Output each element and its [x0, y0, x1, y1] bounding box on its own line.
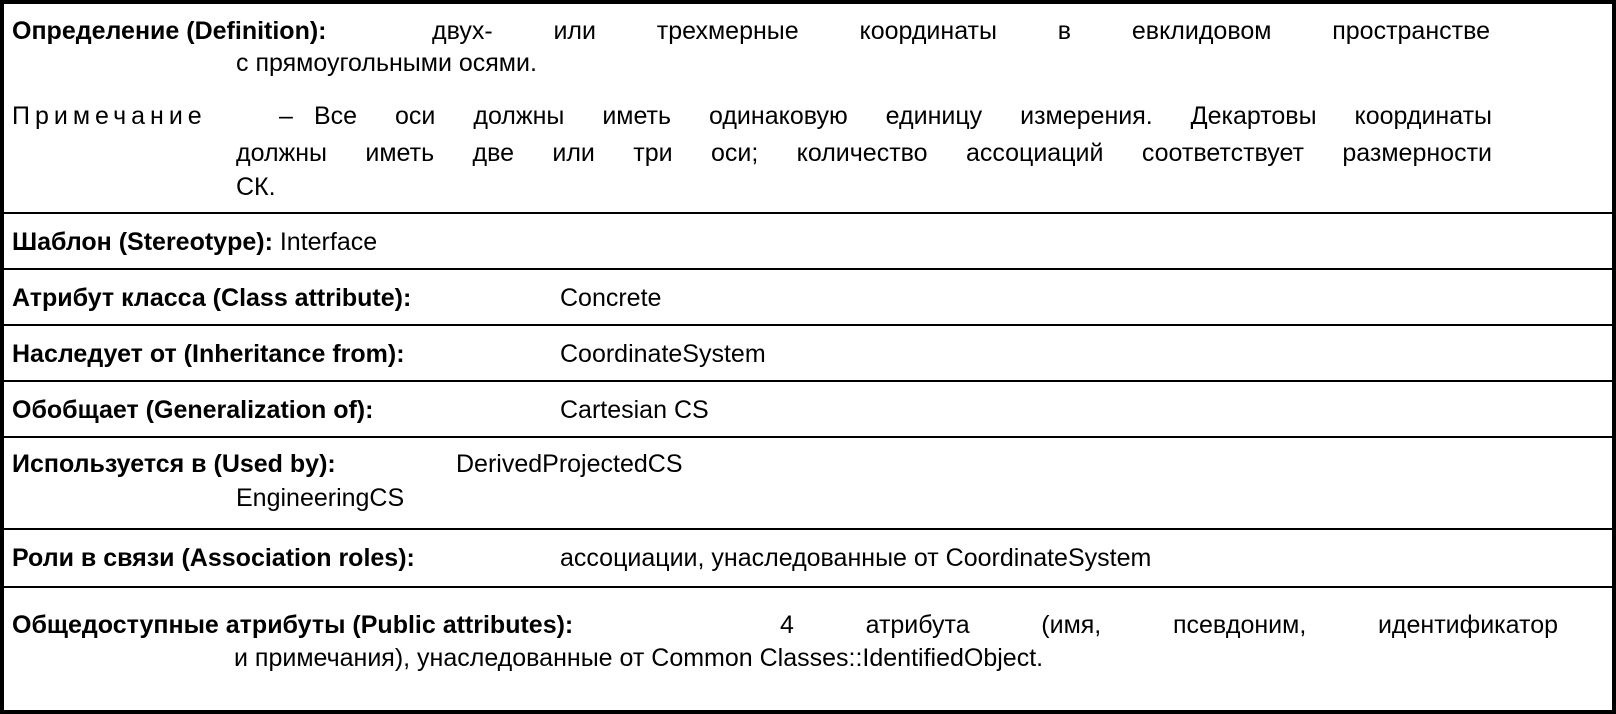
- public-attributes-line1: 4 атрибута (имя, псевдоним, идентификатор: [780, 611, 1558, 639]
- stereotype-value: Interface: [279, 228, 378, 256]
- public-attributes-line2: и примечания), унаследованные от Common Classes::IdentifiedObject.: [234, 644, 1044, 672]
- public-attributes-label: Общедоступные атрибуты (Public attributes):: [12, 611, 574, 639]
- inheritance-value: CoordinateSystem: [560, 340, 766, 368]
- definition-text-line2: с прямоугольными осями.: [236, 49, 537, 77]
- class-attribute-label: Атрибут класса (Class attribute):: [12, 284, 412, 312]
- note-dash: –: [279, 102, 293, 130]
- association-roles-value: ассоциации, унаследованные от CoordinateSystem: [560, 544, 1152, 572]
- inheritance-row: [4, 326, 1612, 382]
- generalization-label: Обобщает (Generalization of):: [12, 396, 374, 424]
- stereotype-row: [4, 214, 1612, 270]
- note-label: Примечание: [12, 102, 207, 130]
- note-text-line2: должны иметь две или три оси; количество ассоциаций соответствует размерности: [236, 139, 1492, 167]
- stereotype-line: [12, 227, 377, 257]
- note-text-line1: Все оси должны иметь одинаковую единицу измерения. Декартовы координаты: [314, 102, 1492, 130]
- generalization-value: Cartesian CS: [560, 396, 709, 424]
- public-attributes-row: [4, 588, 1612, 714]
- note-text-line3: СК.: [236, 173, 276, 201]
- association-roles-row: [4, 530, 1612, 588]
- used-by-value-1: DerivedProjectedCS: [456, 450, 683, 478]
- used-by-row: [4, 438, 1612, 530]
- definition-text-line1: двух- или трехмерные координаты в евклидовом пространстве: [432, 17, 1490, 45]
- class-attribute-value: Concrete: [560, 284, 662, 312]
- used-by-value-2: EngineeringCS: [236, 484, 405, 512]
- class-attribute-row: [4, 270, 1612, 326]
- used-by-label: Используется в (Used by):: [12, 450, 336, 478]
- definition-label: Определение (Definition):: [12, 17, 327, 45]
- inheritance-label: Наследует от (Inheritance from):: [12, 340, 405, 368]
- definition-row: [4, 4, 1612, 214]
- stereotype-label: Шаблон (Stereotype):: [12, 228, 273, 256]
- association-roles-label: Роли в связи (Association roles):: [12, 544, 415, 572]
- generalization-row: [4, 382, 1612, 438]
